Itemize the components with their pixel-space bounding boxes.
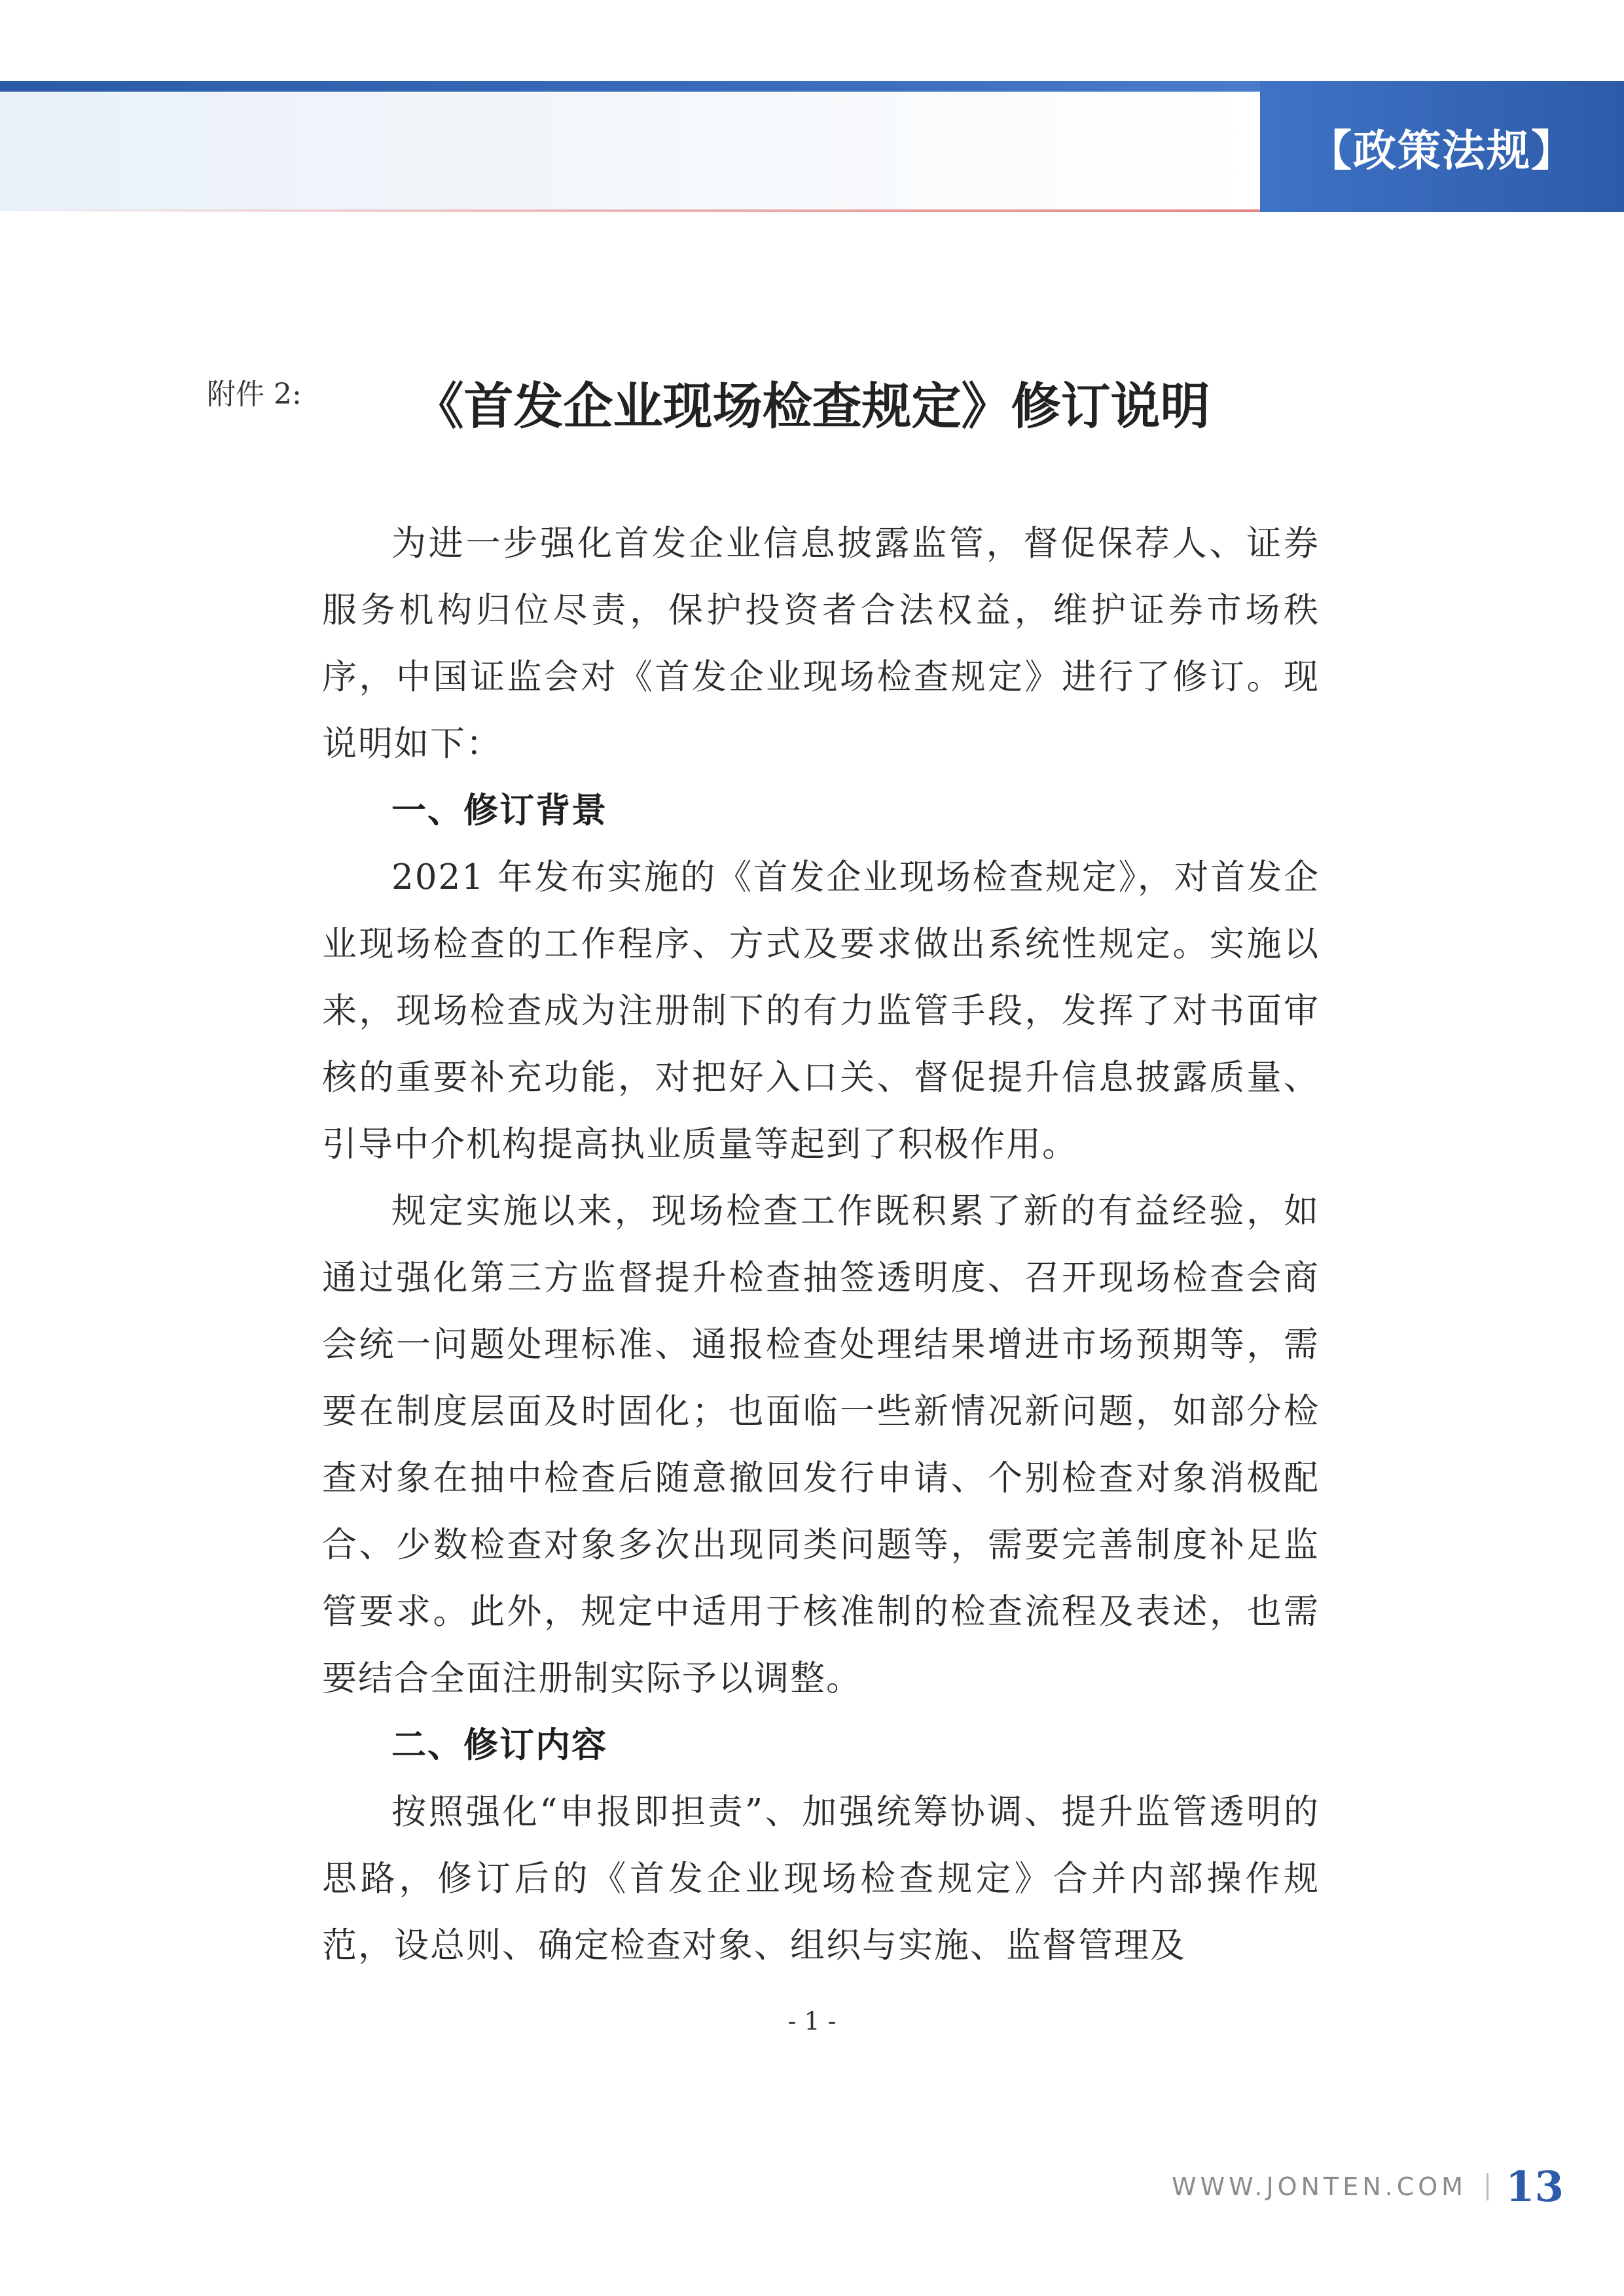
paragraph-intro: 为进一步强化首发企业信息披露监管，督促保荐人、证券服务机构归位尽责，保护投资者合法权益，维护证券市场秩序，中国证监会对《首发企业现场检查规定》进行了修订。现说明如下： — [322, 524, 1320, 764]
header-top-line — [0, 81, 1260, 92]
category-tag-label: 【政策法规】 — [1308, 125, 1576, 176]
document-body — [322, 511, 1320, 1979]
section-heading-content: 二、修订内容 — [391, 1725, 607, 1765]
section-heading-background: 一、修订背景 — [391, 791, 607, 831]
document-title: 《首发企业现场检查规定》修订说明 — [414, 377, 1210, 435]
paragraph-background-1: 2021 年发布实施的《首发企业现场检查规定》，对首发企业现场检查的工作程序、方式及要求做出系统性规定。实施以来，现场检查成为注册制下的有力监管手段，发挥了对书面审核的重要补充功能，对把好入口关、督促提升信息披露质量、引导中介机构提高执业质量等起到了积极作用。 — [322, 857, 1320, 1164]
paragraph-background-2: 规定实施以来，现场检查工作既积累了新的有益经验，如通过强化第三方监督提升检查抽签透明度、召开现场检查会商会统一问题处理标准、通报检查处理结果增进市场预期等，需要在制度层面及时固化；也面临一些新情况新问题，如部分检查对象在抽中检查后随意撤回发行申请、个别检查对象消极配合、少数检查对象多次出现同类问题等，需要完善制度补足监管要求。此外，规定中适用于核准制的检查流程及表述，也需要结合全面注册制实际予以调整。 — [322, 1191, 1320, 1698]
footer-page-number: 13 — [1505, 2162, 1564, 2212]
attachment-label: 附件 2: — [207, 378, 302, 411]
paragraph-content-1: 按照强化“申报即担责”、加强统筹协调、提升监管透明的思路，修订后的《首发企业现场检查规定》合并内部操作规范，设总则、确定检查对象、组织与实施、监督管理及 — [322, 1792, 1320, 1965]
footer-divider — [1487, 2173, 1489, 2200]
category-tag — [1260, 81, 1624, 212]
footer-website: WWW.JONTEN.COM — [1172, 2172, 1467, 2201]
footer — [1172, 2157, 1564, 2216]
header-band — [0, 81, 1260, 211]
inner-page-number: - 1 - — [787, 2007, 837, 2036]
header-bottom-line — [0, 209, 1260, 212]
